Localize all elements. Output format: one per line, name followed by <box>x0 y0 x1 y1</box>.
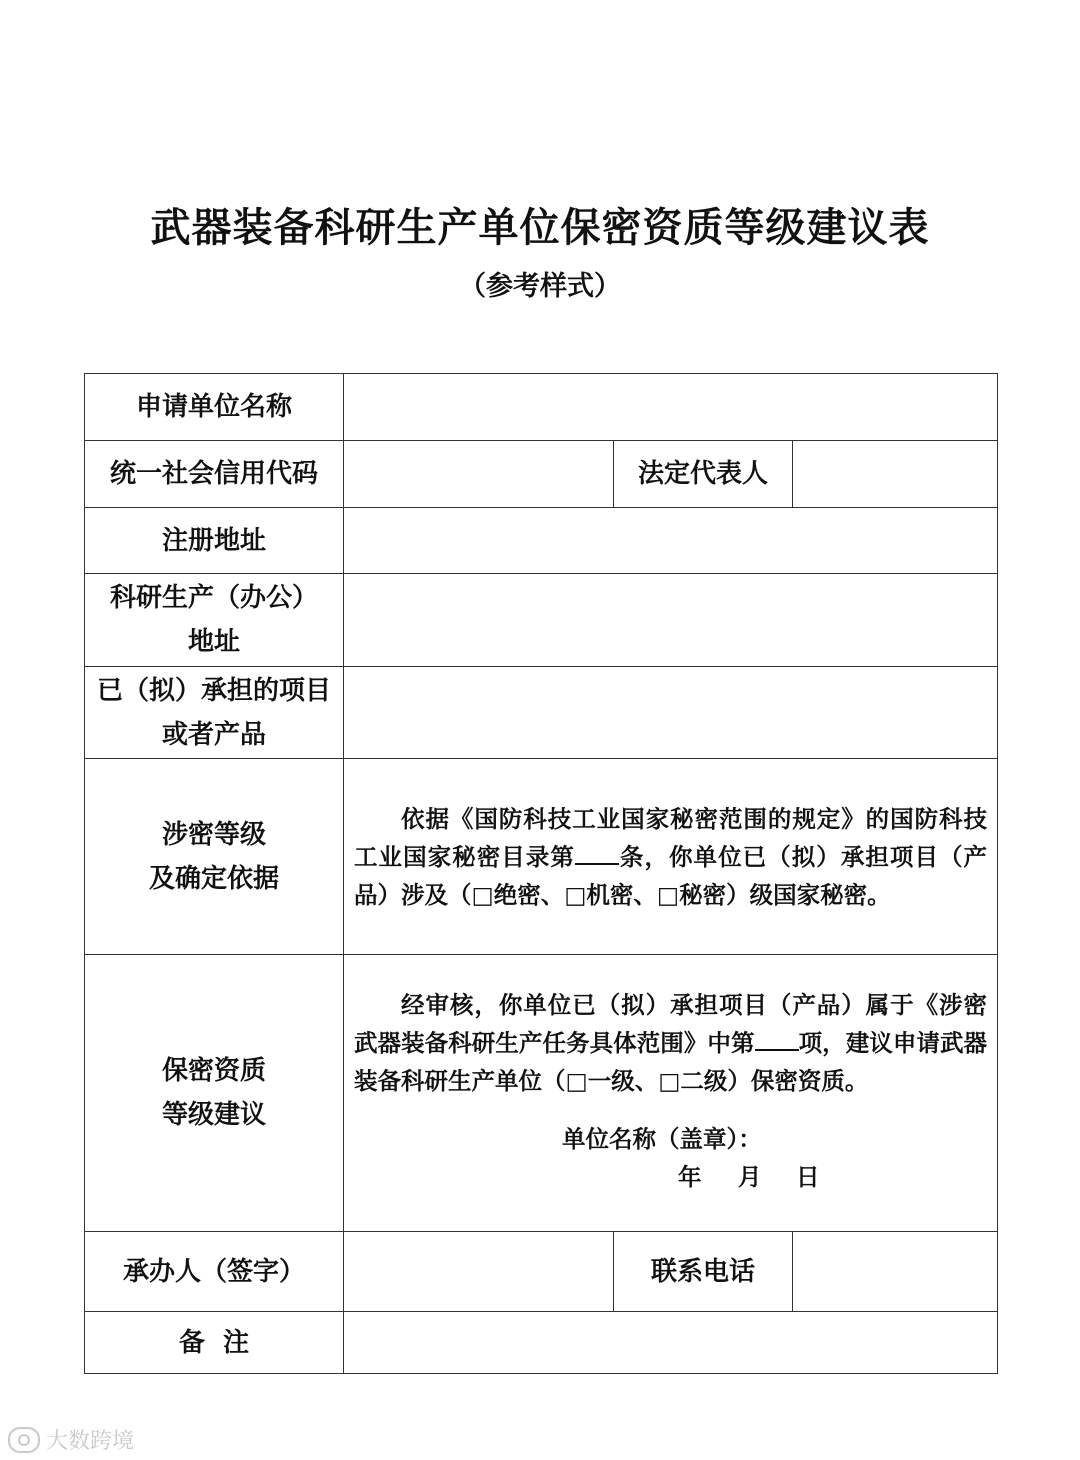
registered-address-field[interactable] <box>344 508 998 574</box>
item-number-blank[interactable] <box>755 1029 799 1051</box>
projects-field[interactable] <box>344 667 998 759</box>
qualification-label-line1: 保密资质 <box>161 1056 266 1086</box>
date-month-label: 月 <box>738 1163 762 1191</box>
projects-label <box>85 667 344 759</box>
projects-label-line1: 已（拟）承担的项目 <box>96 675 331 706</box>
legal-rep-field[interactable] <box>793 441 998 508</box>
qualification-text-part2: 项，建议申请武器装备科研生产单位（□一级、□二级）保密资质。 <box>354 1029 988 1095</box>
watermark-text: 大数跨境 <box>46 1429 135 1454</box>
registered-address-label: 注册地址 <box>85 508 344 574</box>
document-subtitle: （参考样式） <box>459 271 621 302</box>
qualification-text-part1: 经审核，你单位已（拟）承担项目（产品）属于《涉密武器装备科研生产任务具体范围》中第 <box>354 991 988 1057</box>
handler-signature-field[interactable] <box>344 1232 614 1312</box>
phone-label: 联系电话 <box>614 1232 793 1312</box>
date-year-label: 年 <box>678 1163 702 1191</box>
watermark <box>8 1424 134 1455</box>
article-number-blank[interactable] <box>575 843 619 865</box>
office-address-field[interactable] <box>344 574 998 667</box>
office-address-label-line2: 地址 <box>187 627 240 657</box>
qualification-label-line2: 等级建议 <box>161 1100 266 1130</box>
remarks-label: 备 注 <box>85 1312 344 1374</box>
secret-level-label-line1: 涉密等级 <box>161 819 266 850</box>
applicant-name-label: 申请单位名称 <box>85 374 344 441</box>
phone-field[interactable] <box>793 1232 998 1312</box>
document-title: 武器装备科研生产单位保密资质等级建议表 <box>150 204 930 251</box>
qualification-content <box>344 955 998 1232</box>
qualification-form-table <box>84 373 998 1374</box>
secret-level-paragraph <box>344 800 997 914</box>
credit-code-label: 统一社会信用代码 <box>85 441 344 508</box>
watermark-logo-icon <box>8 1427 40 1453</box>
qualification-label <box>85 955 344 1232</box>
secret-level-label <box>85 759 344 955</box>
qualification-paragraph <box>344 986 997 1100</box>
handler-label: 承办人（签字） <box>85 1232 344 1312</box>
date-line <box>344 1158 997 1196</box>
projects-label-line2: 或者产品 <box>161 719 266 750</box>
office-address-label <box>85 574 344 667</box>
remarks-field[interactable] <box>344 1312 998 1374</box>
date-day-label: 日 <box>796 1163 820 1191</box>
secret-level-label-line2: 及确定依据 <box>148 863 279 894</box>
applicant-name-field[interactable] <box>344 374 998 441</box>
secret-level-content <box>344 759 998 955</box>
legal-rep-label: 法定代表人 <box>614 441 793 508</box>
unit-seal-label: 单位名称（盖章）： <box>562 1125 762 1153</box>
secret-level-text-part2: 条，你单位已（拟）承担项目（产品）涉及（□绝密、□机密、□秘密）级国家秘密。 <box>354 843 988 909</box>
office-address-label-line1: 科研生产（办公） <box>109 583 318 613</box>
secret-level-text-part1: 依据《国防科技工业国家秘密范围的规定》的国防科技工业国家秘密目录第 <box>354 805 988 871</box>
credit-code-field[interactable] <box>344 441 614 508</box>
